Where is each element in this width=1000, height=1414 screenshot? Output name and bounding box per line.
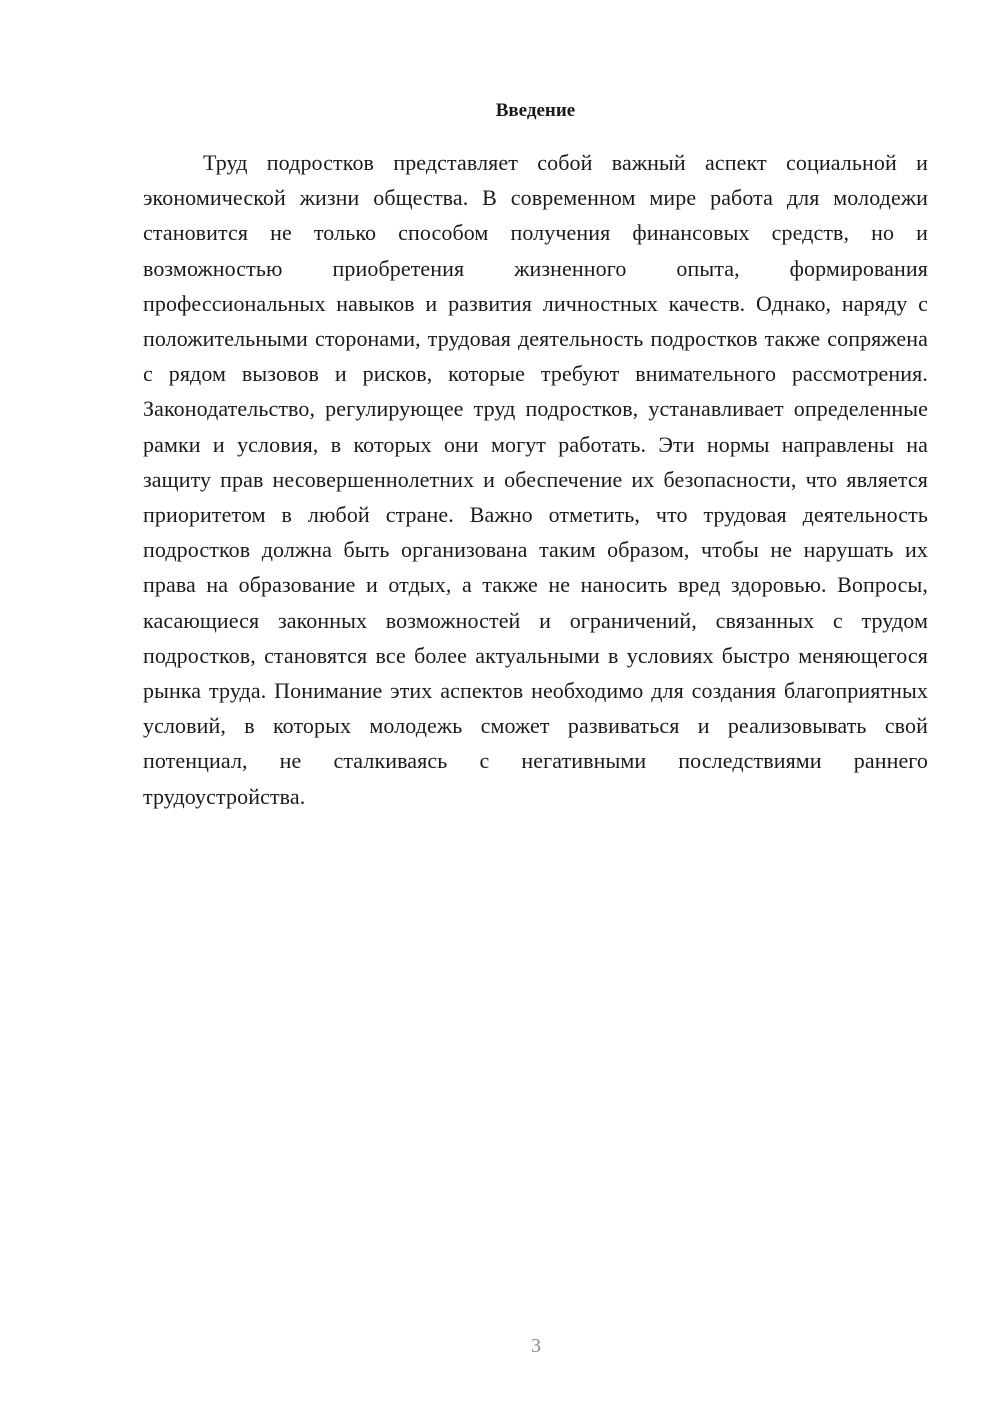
body-paragraph: Труд подростков представляет собой важный аспект социальной и экономической жизни общества. В современном мире работа для молодежи становится не только способом получения финансовых средств, но и возможностью приобретения жизненного опыта, формирования профессиональных навыков и развития личностных качеств. Однако, наряду с положительными сторонами, трудовая деятельность подростков также сопряжена с рядом вызовов и рисков, которые требуют внимательного рассмотрения. Законодательство, регулирующее труд подростков, устанавливает определенные рамки и условия, в которых они могут работать. Эти нормы направлены на защиту прав несовершеннолетних и обеспечение их безопасности, что является приоритетом в любой стране. Важно отметить, что трудовая деятельность подростков должна быть организована таким образом, чтобы не нарушать их права на образование и отдых, а также не наносить вред здоровью. Вопросы, касающиеся законных возможностей и ограничений, связанных с трудом подростков, становятся все более актуальными в условиях быстро меняющегося рынка труда. Понимание этих аспектов необходимо для создания благоприятных условий, в которых молодежь сможет развиваться и реализовывать свой потенциал, не сталкиваясь с негативными последствиями раннего трудоустройства. <box>143 150 928 809</box>
page-number: 3 <box>531 1335 541 1357</box>
section-heading: Введение <box>495 100 576 121</box>
